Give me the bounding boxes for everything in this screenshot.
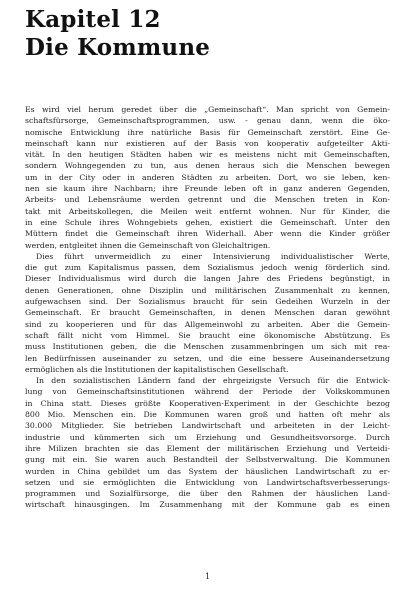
chapter-heading <box>25 6 395 62</box>
text-line: setzen und sie ermöglichten die Entwicklung von Landwirtschaftsverbesserungs- <box>25 477 390 487</box>
text-line: sind zu kooperieren und für das Allgemeinwohl zu arbeiten. Aber die Gemein- <box>25 319 390 329</box>
chapter-label: Kapitel 12 <box>25 6 161 33</box>
text-line: takt mit Arbeitskollegen, die Meilen weit entfernt wohnen. Nur für Kinder, die <box>25 206 390 216</box>
text-line: schaftsfürsorge, Gemeinschaftsprogrammen, usw. - genau dann, wenn die öko- <box>25 116 390 126</box>
text-line: wurden in China gebildet um das System der häuslichen Landwirtschaft zu er- <box>25 466 390 476</box>
text-line: industrie und kümmerten sich um Erziehung und Gesundheitsvorsorge. Durch <box>25 432 390 442</box>
text-line: 800 Mio. Menschen ein. Die Kommunen waren groß und hatten oft mehr als <box>25 410 390 420</box>
paragraph <box>25 104 390 251</box>
text-line: muss Institutionen geben, die die Menschen zusammenbringen um sich mit rea- <box>25 342 390 352</box>
text-line: 30.000 Mitglieder. Sie betrieben Landwirtschaft und arbeiteten in der Leicht- <box>25 421 390 431</box>
paragraph <box>25 251 390 375</box>
text-line: wirtschaft hinausgingen. Im Zusammenhang mit der Kommune gab es einen <box>25 500 390 510</box>
text-line: len Bedürfnissen auseinander zu setzen, und die eine bessere Auseinandersetzung <box>25 353 390 363</box>
text-line: programmen und Sozialfürsorge, die über den Rahmen der häuslichen Land- <box>25 489 390 499</box>
text-line: Arbeits- und Lebensräume werden getrennt und die Menschen treten in Kon- <box>25 195 390 205</box>
text-line: die gut zum Kapitalismus passen, dem Sozialismus jedoch wenig förderlich sind. <box>25 263 390 273</box>
text-line: ihre Milizen brachten sie das Element der militärischen Erziehung und Verteidi- <box>25 443 390 453</box>
text-line: Müttern findet die Gemeinschaft ihren Widerhall. Aber wenn die Kinder größer <box>25 229 390 239</box>
text-line: ermöglichen als die Institutionen der kapitalistischen Gesellschaft. <box>25 364 289 374</box>
body-text <box>25 104 390 511</box>
text-line: denen Generationen, ohne Disziplin und militärischen Zusammenhalt zu kennen, <box>25 285 390 295</box>
text-line: in eine Schule ihres Wohngebiets gehen, existiert die Gemeinschaft. Unter den <box>25 217 390 227</box>
text-line: gung mit ein. Sie waren auch Bestandteil der Selbstverwaltung. Die Kommunen <box>25 455 390 465</box>
text-line: in China statt. Dieses größte Kooperativen-Experiment in der Geschichte bezog <box>25 398 390 408</box>
text-line: aufgewachsen sind. Der Sozialismus braucht für sein Gedeihen Wurzeln in der <box>25 297 390 307</box>
text-line: lung von Gemeinschaftsinstitutionen während der Periode der Volkskommunen <box>25 387 390 397</box>
text-line: werden, entgleitet ihnen die Gemeinschaft von Gleichaltrigen. <box>25 240 271 250</box>
text-line: Gemeinschaft. Er braucht Gemeinschaften, in denen Menschen daran gewöhnt <box>25 308 390 318</box>
text-line: Es wird viel herum geredet über die „Gemeinschaft“. Man spricht von Gemein- <box>25 105 390 114</box>
text-line: In den sozialistischen Ländern fand der ehrgeizigste Versuch für die Entwick- <box>36 376 390 386</box>
text-line: Dies führt unvermeidlich zu einer Intensivierung individualistischer Werte, <box>36 251 390 261</box>
text-line: sondern Wohngegenden zu tun, aus denen heraus sich die Menschen bewegen <box>25 161 390 171</box>
text-line: nomische Entwicklung ihre natürliche Basis für Gemeinschaft zerstört. Eine Ge- <box>25 127 390 137</box>
text-line: nen sie kaum ihre Nachbarn; ihre Freunde leben oft in ganz anderen Gegenden, <box>25 184 390 194</box>
paragraph <box>25 375 390 511</box>
text-line: Dieser Individualismus wird durch die langen Jahre des Friedens begünstigt, in <box>25 274 390 284</box>
text-line: meinschaft kann nur existieren auf der Basis von kooperativ aufgeteilter Akti- <box>25 138 390 148</box>
chapter-title: Die Kommune <box>25 34 211 61</box>
text-line: um in der City oder in anderen Städten zu arbeiten. Dort, wo sie leben, ken- <box>25 172 390 182</box>
text-line: vität. In den heutigen Städten haben wir es meistens nicht mit Gemeinschaften, <box>25 150 390 160</box>
page-number: 1 <box>204 572 211 581</box>
text-line: schaft fällt nicht vom Himmel. Sie braucht eine ökonomische Abstützung. Es <box>25 330 390 340</box>
